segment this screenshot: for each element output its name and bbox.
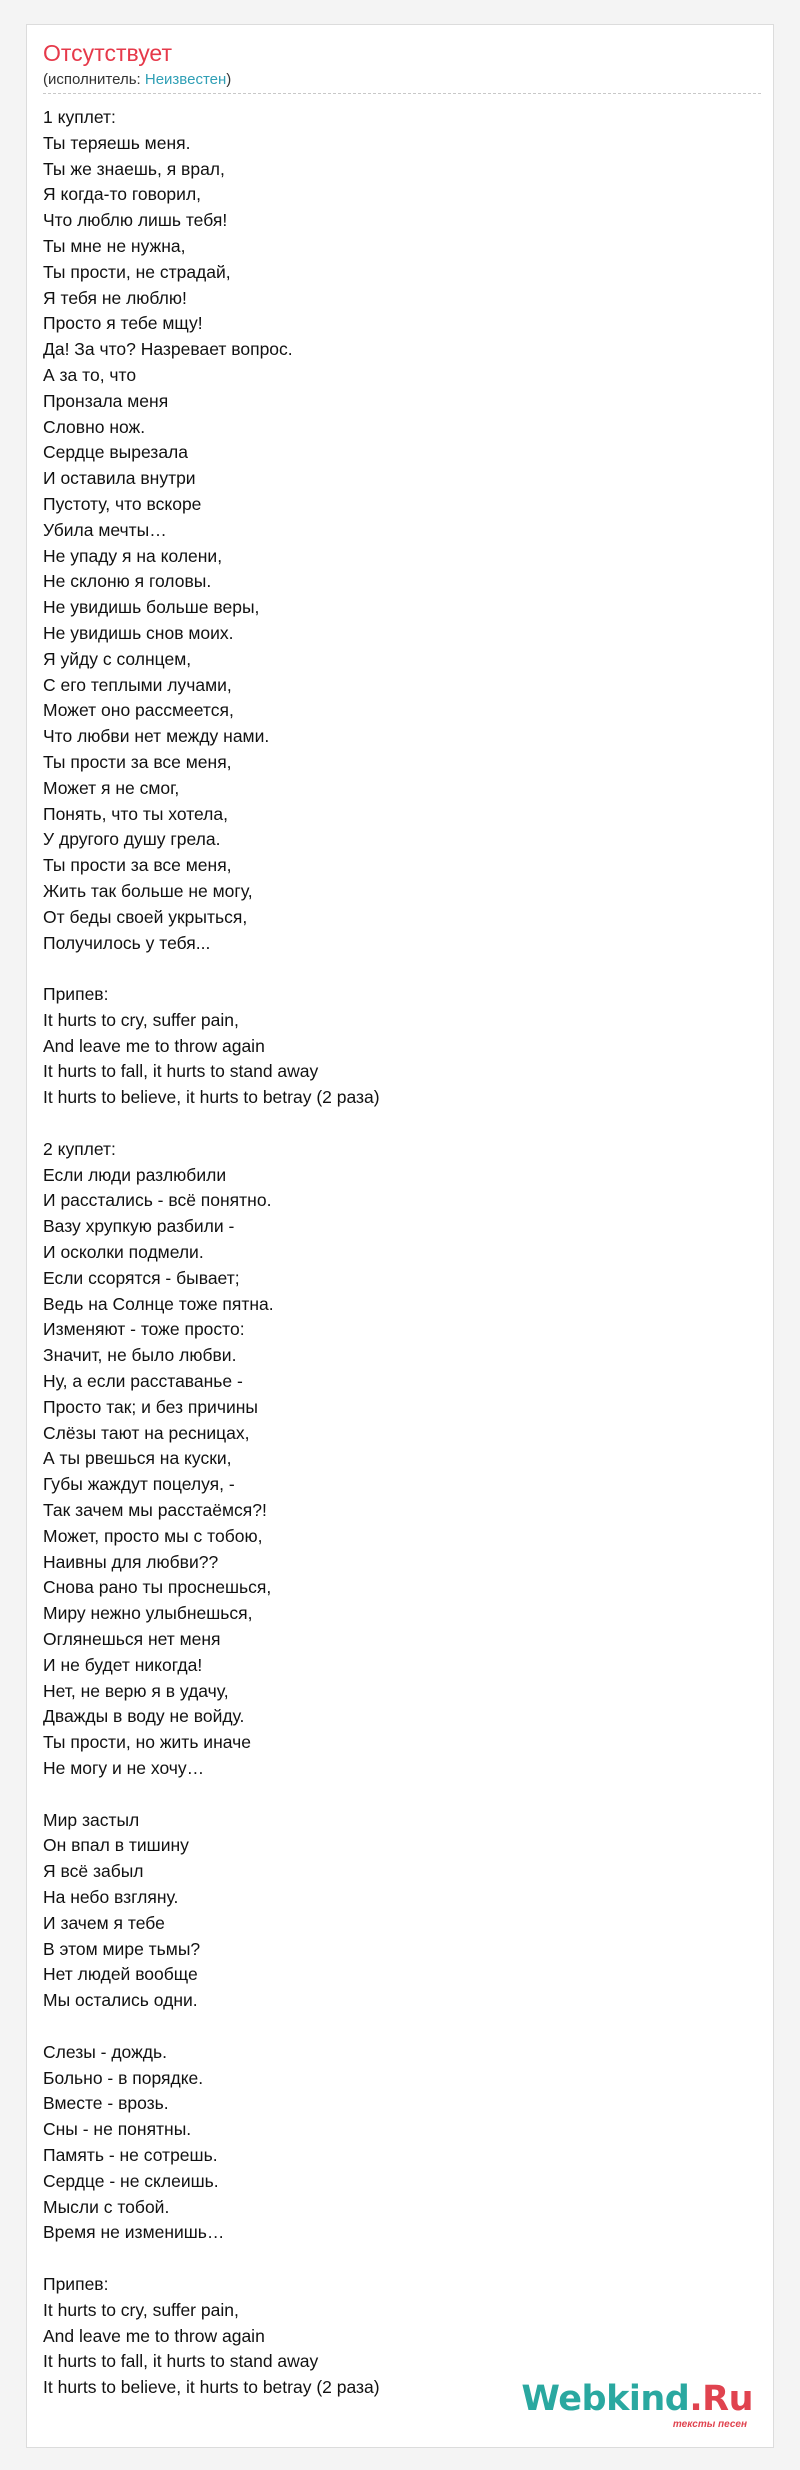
logo-suffix-text: .Ru [689,2379,753,2419]
logo-wordmark [521,2379,753,2419]
artist-prefix: (исполнитель: [43,71,145,88]
artist-line [43,70,231,90]
webkind-logo[interactable] [521,2379,753,2431]
lyrics-text: 1 куплет: Ты теряешь меня. Ты же знаешь, я врал, Я когда-то говорил, Что люблю лишь тебя! Ты мне не нужна, Ты прости, не страдай, Я тебя не люблю! Просто я тебе мщу! Да! За что? Назревает вопрос. А за то, что Пронзала меня Словно нож. Сердце вырезала И оставила внутри Пустоту, что вскоре Убила мечты… Не упаду я на колени, Не склоню я головы. Не увидишь больше веры, Не увидишь снов моих. Я уйду с солнцем, С его теплыми лучами, Может оно рассмеется, Что любви нет между нами. Ты прости за все меня, Может я не смог, Понять, что ты хотела, У другого душу грела. Ты прости за все меня, Жить так больше не могу, От беды своей укрыться, Получилось у тебя... Припев: It hurts to cry, suffer pain, And leave me to throw again It hurts to fall, it hurts to stand away It hurts to believe, it hurts to betray (2 раза) 2 куплет: Если люди разлюбили И расстались - всё понятно. Вазу хрупкую разбили - И осколки подмели. Если ссорятся - бывает; Ведь на Солнце тоже пятна. Изменяют - тоже просто: Значит, не было любви. Ну, а если расставанье - Просто так; и без причины Слёзы тают на ресницах, А ты рвешься на куски, Губы жаждут поцелуя, - Так зачем мы расстаёмся?! Может, просто мы с тобою, Наивны для любви?? Снова рано ты проснешься, Миру нежно улыбнешься, Оглянешься нет меня И не будет никогда! Нет, не верю я в удачу, Дважды в воду не войду. Ты прости, но жить иначе Не могу и не хочу… Мир застыл Он впал в тишину Я всё забыл На небо взгляну. И зачем я тебе В этом мире тьмы? Нет людей вообще Мы остались одни. Слезы - дождь. Больно - в порядке. Вместе - врозь. Сны - не понятны. Память - не сотрешь. Сердце - не склеишь. Мысли с тобой. Время не изменишь… Припев: It hurts to cry, suffer pain, And leave me to throw again It hurts to fall, it hurts to stand away It hurts to believe, it hurts to betray (2 раза) [43,107,380,2398]
logo-main-text: Webkind [521,2379,690,2419]
artist-suffix: ) [226,71,232,88]
header-divider [43,93,761,94]
logo-tagline: тексты песен [672,2419,747,2430]
artist-link[interactable]: Неизвестен [144,71,227,88]
lyrics-card [26,24,774,2448]
song-title: Отсутствует [43,40,172,66]
